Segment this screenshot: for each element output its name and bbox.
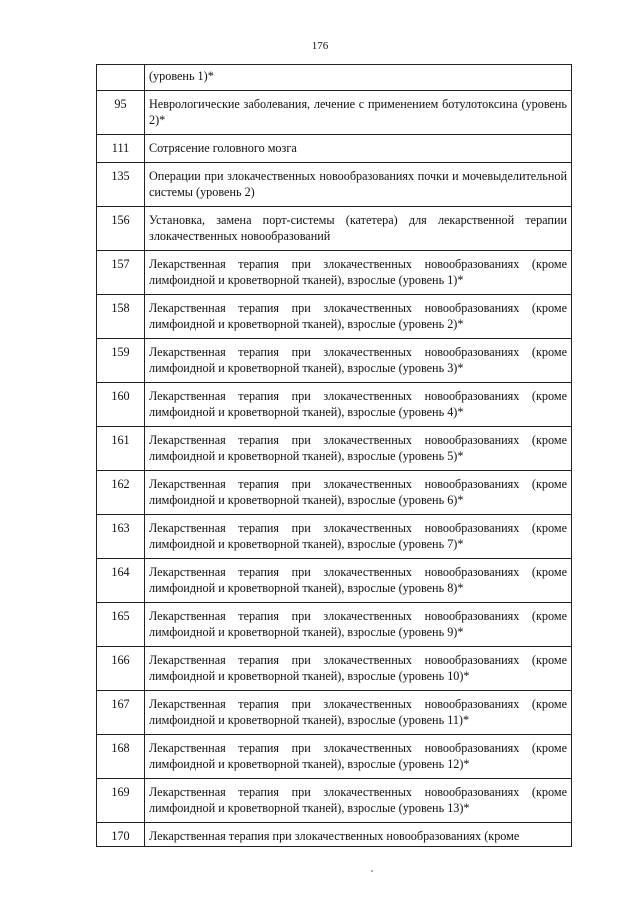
table-body: [97, 65, 572, 847]
row-description: Лекарственная терапия при злокачественных новообразованиях (кроме лимфоидной и кроветворной тканей), взрослые (уровень 13)*: [145, 779, 572, 823]
row-description: Лекарственная терапия при злокачественных новообразованиях (кроме: [145, 823, 572, 847]
table-row: [97, 207, 572, 251]
table-row: [97, 251, 572, 295]
row-code: 135: [97, 163, 145, 207]
row-code: 162: [97, 471, 145, 515]
table-row: [97, 91, 572, 135]
row-description: Лекарственная терапия при злокачественных новообразованиях (кроме лимфоидной и кроветворной тканей), взрослые (уровень 8)*: [145, 559, 572, 603]
row-code: 158: [97, 295, 145, 339]
row-code: 167: [97, 691, 145, 735]
row-code: 165: [97, 603, 145, 647]
row-description: Лекарственная терапия при злокачественных новообразованиях (кроме лимфоидной и кроветворной тканей), взрослые (уровень 9)*: [145, 603, 572, 647]
row-description: Лекарственная терапия при злокачественных новообразованиях (кроме лимфоидной и кроветворной тканей), взрослые (уровень 11)*: [145, 691, 572, 735]
row-description: Лекарственная терапия при злокачественных новообразованиях (кроме лимфоидной и кроветворной тканей), взрослые (уровень 7)*: [145, 515, 572, 559]
row-code: 164: [97, 559, 145, 603]
table-row: [97, 691, 572, 735]
table-row: [97, 515, 572, 559]
table-row: [97, 647, 572, 691]
row-description: Лекарственная терапия при злокачественных новообразованиях (кроме лимфоидной и кроветворной тканей), взрослые (уровень 3)*: [145, 339, 572, 383]
row-code: 111: [97, 135, 145, 163]
table-row: [97, 427, 572, 471]
row-description: Лекарственная терапия при злокачественных новообразованиях (кроме лимфоидной и кроветворной тканей), взрослые (уровень 1)*: [145, 251, 572, 295]
table-row: [97, 823, 572, 847]
scan-speck: [371, 870, 373, 872]
table-row: [97, 65, 572, 91]
table-row: [97, 559, 572, 603]
row-code: 156: [97, 207, 145, 251]
row-description: Лекарственная терапия при злокачественных новообразованиях (кроме лимфоидной и кроветворной тканей), взрослые (уровень 12)*: [145, 735, 572, 779]
row-code: 168: [97, 735, 145, 779]
row-description: (уровень 1)*: [145, 65, 572, 91]
table-row: [97, 471, 572, 515]
table-row: [97, 163, 572, 207]
row-description: Операции при злокачественных новообразованиях почки и мочевыделительной системы (уровень 2): [145, 163, 572, 207]
row-description: Лекарственная терапия при злокачественных новообразованиях (кроме лимфоидной и кроветворной тканей), взрослые (уровень 2)*: [145, 295, 572, 339]
table-row: [97, 383, 572, 427]
row-description: Лекарственная терапия при злокачественных новообразованиях (кроме лимфоидной и кроветворной тканей), взрослые (уровень 10)*: [145, 647, 572, 691]
row-code: 157: [97, 251, 145, 295]
row-code: [97, 65, 145, 91]
row-description: Установка, замена порт-системы (катетера) для лекарственной терапии злокачественных новообразований: [145, 207, 572, 251]
row-description: Лекарственная терапия при злокачественных новообразованиях (кроме лимфоидной и кроветворной тканей), взрослые (уровень 6)*: [145, 471, 572, 515]
row-description: Неврологические заболевания, лечение с применением ботулотоксина (уровень 2)*: [145, 91, 572, 135]
row-code: 161: [97, 427, 145, 471]
page-number: 176: [311, 40, 329, 52]
table-row: [97, 779, 572, 823]
row-code: 170: [97, 823, 145, 847]
row-code: 159: [97, 339, 145, 383]
table-row: [97, 295, 572, 339]
row-code: 95: [97, 91, 145, 135]
table-row: [97, 735, 572, 779]
row-code: 160: [97, 383, 145, 427]
row-description: Лекарственная терапия при злокачественных новообразованиях (кроме лимфоидной и кроветворной тканей), взрослые (уровень 5)*: [145, 427, 572, 471]
row-code: 166: [97, 647, 145, 691]
procedures-table: [96, 64, 572, 847]
table-row: [97, 135, 572, 163]
row-code: 169: [97, 779, 145, 823]
row-code: 163: [97, 515, 145, 559]
table-row: [97, 603, 572, 647]
table-row: [97, 339, 572, 383]
row-description: Сотрясение головного мозга: [145, 135, 572, 163]
row-description: Лекарственная терапия при злокачественных новообразованиях (кроме лимфоидной и кроветворной тканей), взрослые (уровень 4)*: [145, 383, 572, 427]
